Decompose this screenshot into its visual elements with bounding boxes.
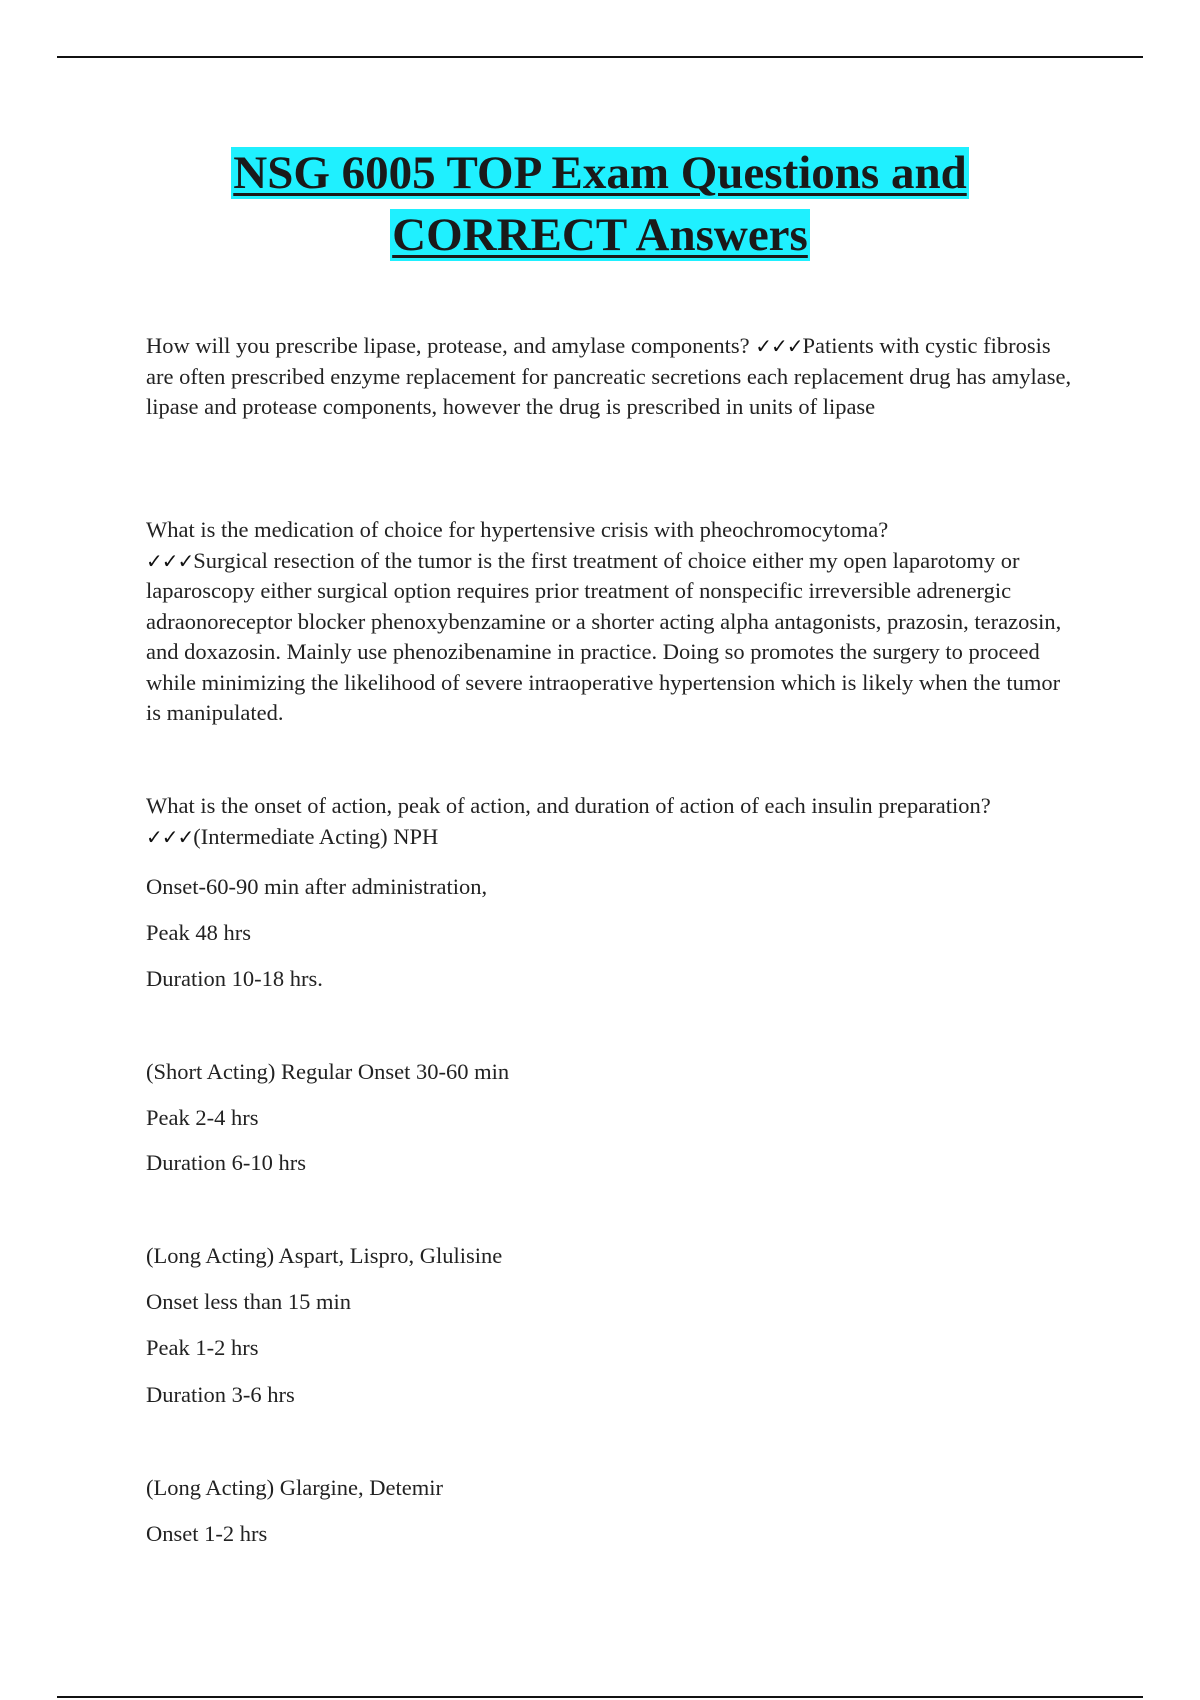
answer-3-line: Peak 2-4 hrs <box>146 1105 259 1130</box>
question-3-block <box>146 791 1076 852</box>
answer-3-line: Onset-60-90 min after administration, <box>146 874 488 899</box>
title-line-2: CORRECT Answers <box>392 209 808 261</box>
question-2-text: What is the medication of choice for hypertensive crisis with pheochromocytoma? <box>146 517 889 542</box>
answer-3-line: Peak 48 hrs <box>146 920 251 945</box>
answer-3-line: (Long Acting) Glargine, Detemir <box>146 1475 444 1500</box>
top-rule <box>57 56 1143 58</box>
answer-3-line: Onset 1-2 hrs <box>146 1521 268 1546</box>
title-line-1: NSG 6005 TOP Exam Questions and <box>233 147 967 199</box>
check-marks-icon: ✓✓✓ <box>755 334 803 358</box>
question-2-block <box>146 515 1076 729</box>
answer-3-line: Onset less than 15 min <box>146 1289 351 1314</box>
answer-3-first-line: (Intermediate Acting) NPH <box>193 823 439 849</box>
answer-3-line: Duration 10-18 hrs. <box>146 966 323 991</box>
check-marks-icon: ✓✓✓ <box>146 548 194 573</box>
answer-3-line: Duration 3-6 hrs <box>146 1382 295 1407</box>
question-1-block <box>146 331 1076 423</box>
question-3-text: What is the onset of action, peak of action, and duration of action of each insulin preparation? <box>146 793 991 818</box>
check-marks-icon: ✓✓✓ <box>146 824 194 849</box>
answer-1-text: Patients with cystic fibrosis are often prescribed enzyme replacement for pancreatic secretions each replacement drug has amylase, lipase and protease components, however the drug is prescribed in units of lipase <box>146 333 1072 419</box>
document-title <box>0 142 1200 266</box>
answer-3-line: Duration 6-10 hrs <box>146 1150 306 1175</box>
answer-3-line: (Short Acting) Regular Onset 30-60 min <box>146 1059 510 1084</box>
question-1-text: How will you prescribe lipase, protease, and amylase components? <box>146 333 750 358</box>
answer-3-line: Peak 1-2 hrs <box>146 1335 259 1360</box>
answer-2-text: Surgical resection of the tumor is the first treatment of choice either my open laparotomy or laparoscopy either surgical option requires prior treatment of nonspecific irreversible adrenergic adraonoreceptor blocker phenoxybenzamine or a shorter acting alpha antagonists, prazosin, terazosin, and doxazosin. Mainly use phenozibenamine in practice. Doing so promotes the surgery to proceed while minimizing the likelihood of severe intraoperative hypertension which is likely when the tumor is manipulated. <box>146 547 1062 725</box>
answer-3-line: (Long Acting) Aspart, Lispro, Glulisine <box>146 1243 503 1268</box>
bottom-rule <box>57 1696 1143 1698</box>
